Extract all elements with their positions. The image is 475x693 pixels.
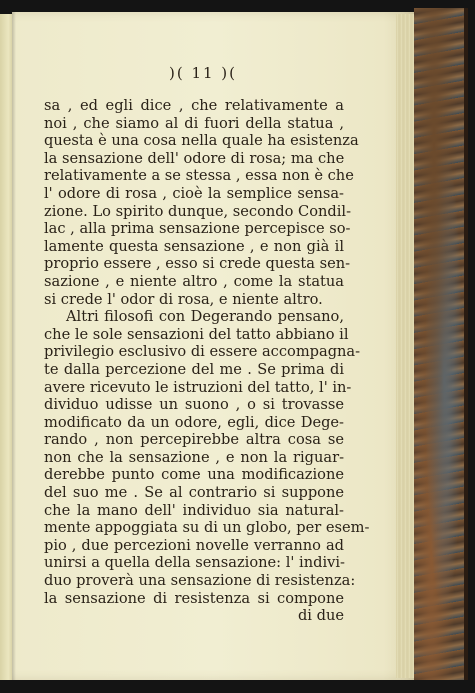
page-edges (396, 14, 416, 678)
text-line: sazione , e niente altro , come la statua (44, 272, 344, 290)
text-line: questa è una cosa nella quale ha esistenza (44, 132, 359, 150)
text-line: zione. Lo spirito dunque, secondo Condil- (44, 202, 352, 220)
text-line: relativamente a se stessa , essa non è che (44, 167, 354, 185)
text-line: noi , che siamo al di fuori della statua , (44, 114, 344, 132)
catchword: di due (297, 607, 344, 625)
text-line: la sensazione di resistenza si compone (44, 589, 344, 607)
text-line: pio , due percezioni novelle verranno ad (44, 536, 344, 554)
text-line: unirsi a quella della sensazione: l' indivi- (44, 554, 345, 572)
text-line: Altri filosofi con Degerando pensano, (66, 308, 344, 326)
text-line: mente appoggiata su di un globo, per esem- (44, 519, 370, 537)
text-line: rando , non percepirebbe altra cosa se (44, 431, 344, 449)
text-line: lac , alla prima sensazione percepisce so- (44, 220, 351, 238)
gutter-shadow (12, 12, 16, 680)
text-line: non che la sensazione , e non la riguar- (44, 448, 344, 466)
page-number-header: )( 11 )( (168, 64, 238, 82)
text-line: che la mano dell' individuo sia natural- (44, 501, 344, 519)
text-line: avere ricevuto le istruzioni del tatto, l' in- (44, 378, 352, 396)
text-line: duo proverà una sensazione di resistenza: (44, 572, 356, 590)
text-line: privilegio esclusivo di essere accompagna- (44, 343, 361, 361)
page-text (44, 64, 370, 625)
text-line: si crede l' odor di rosa, e niente altro. (44, 290, 323, 308)
text-line: sa , ed egli dice , che relativamente a (44, 97, 344, 114)
text-line: che le sole sensazioni del tatto abbiano il (44, 325, 349, 343)
text-line: dividuo udisse un suono , o si trovasse (44, 396, 344, 414)
text-line: te dalla percezione del me . Se prima di (44, 360, 344, 378)
text-line: modificato da un odore, egli, dice Dege- (44, 413, 344, 431)
text-line: del suo me . Se al contrario si suppone (44, 484, 344, 502)
text-line: lamente questa sensazione , e non già il (44, 237, 344, 255)
text-line: derebbe punto come una modificazione (44, 466, 344, 484)
text-line: proprio essere , esso si crede questa sen- (44, 255, 351, 273)
text-line: la sensazione dell' odore di rosa; ma che (44, 149, 345, 167)
text-line: l' odore di rosa , cioè la semplice sensa- (44, 184, 344, 202)
marbled-cover (414, 8, 468, 680)
